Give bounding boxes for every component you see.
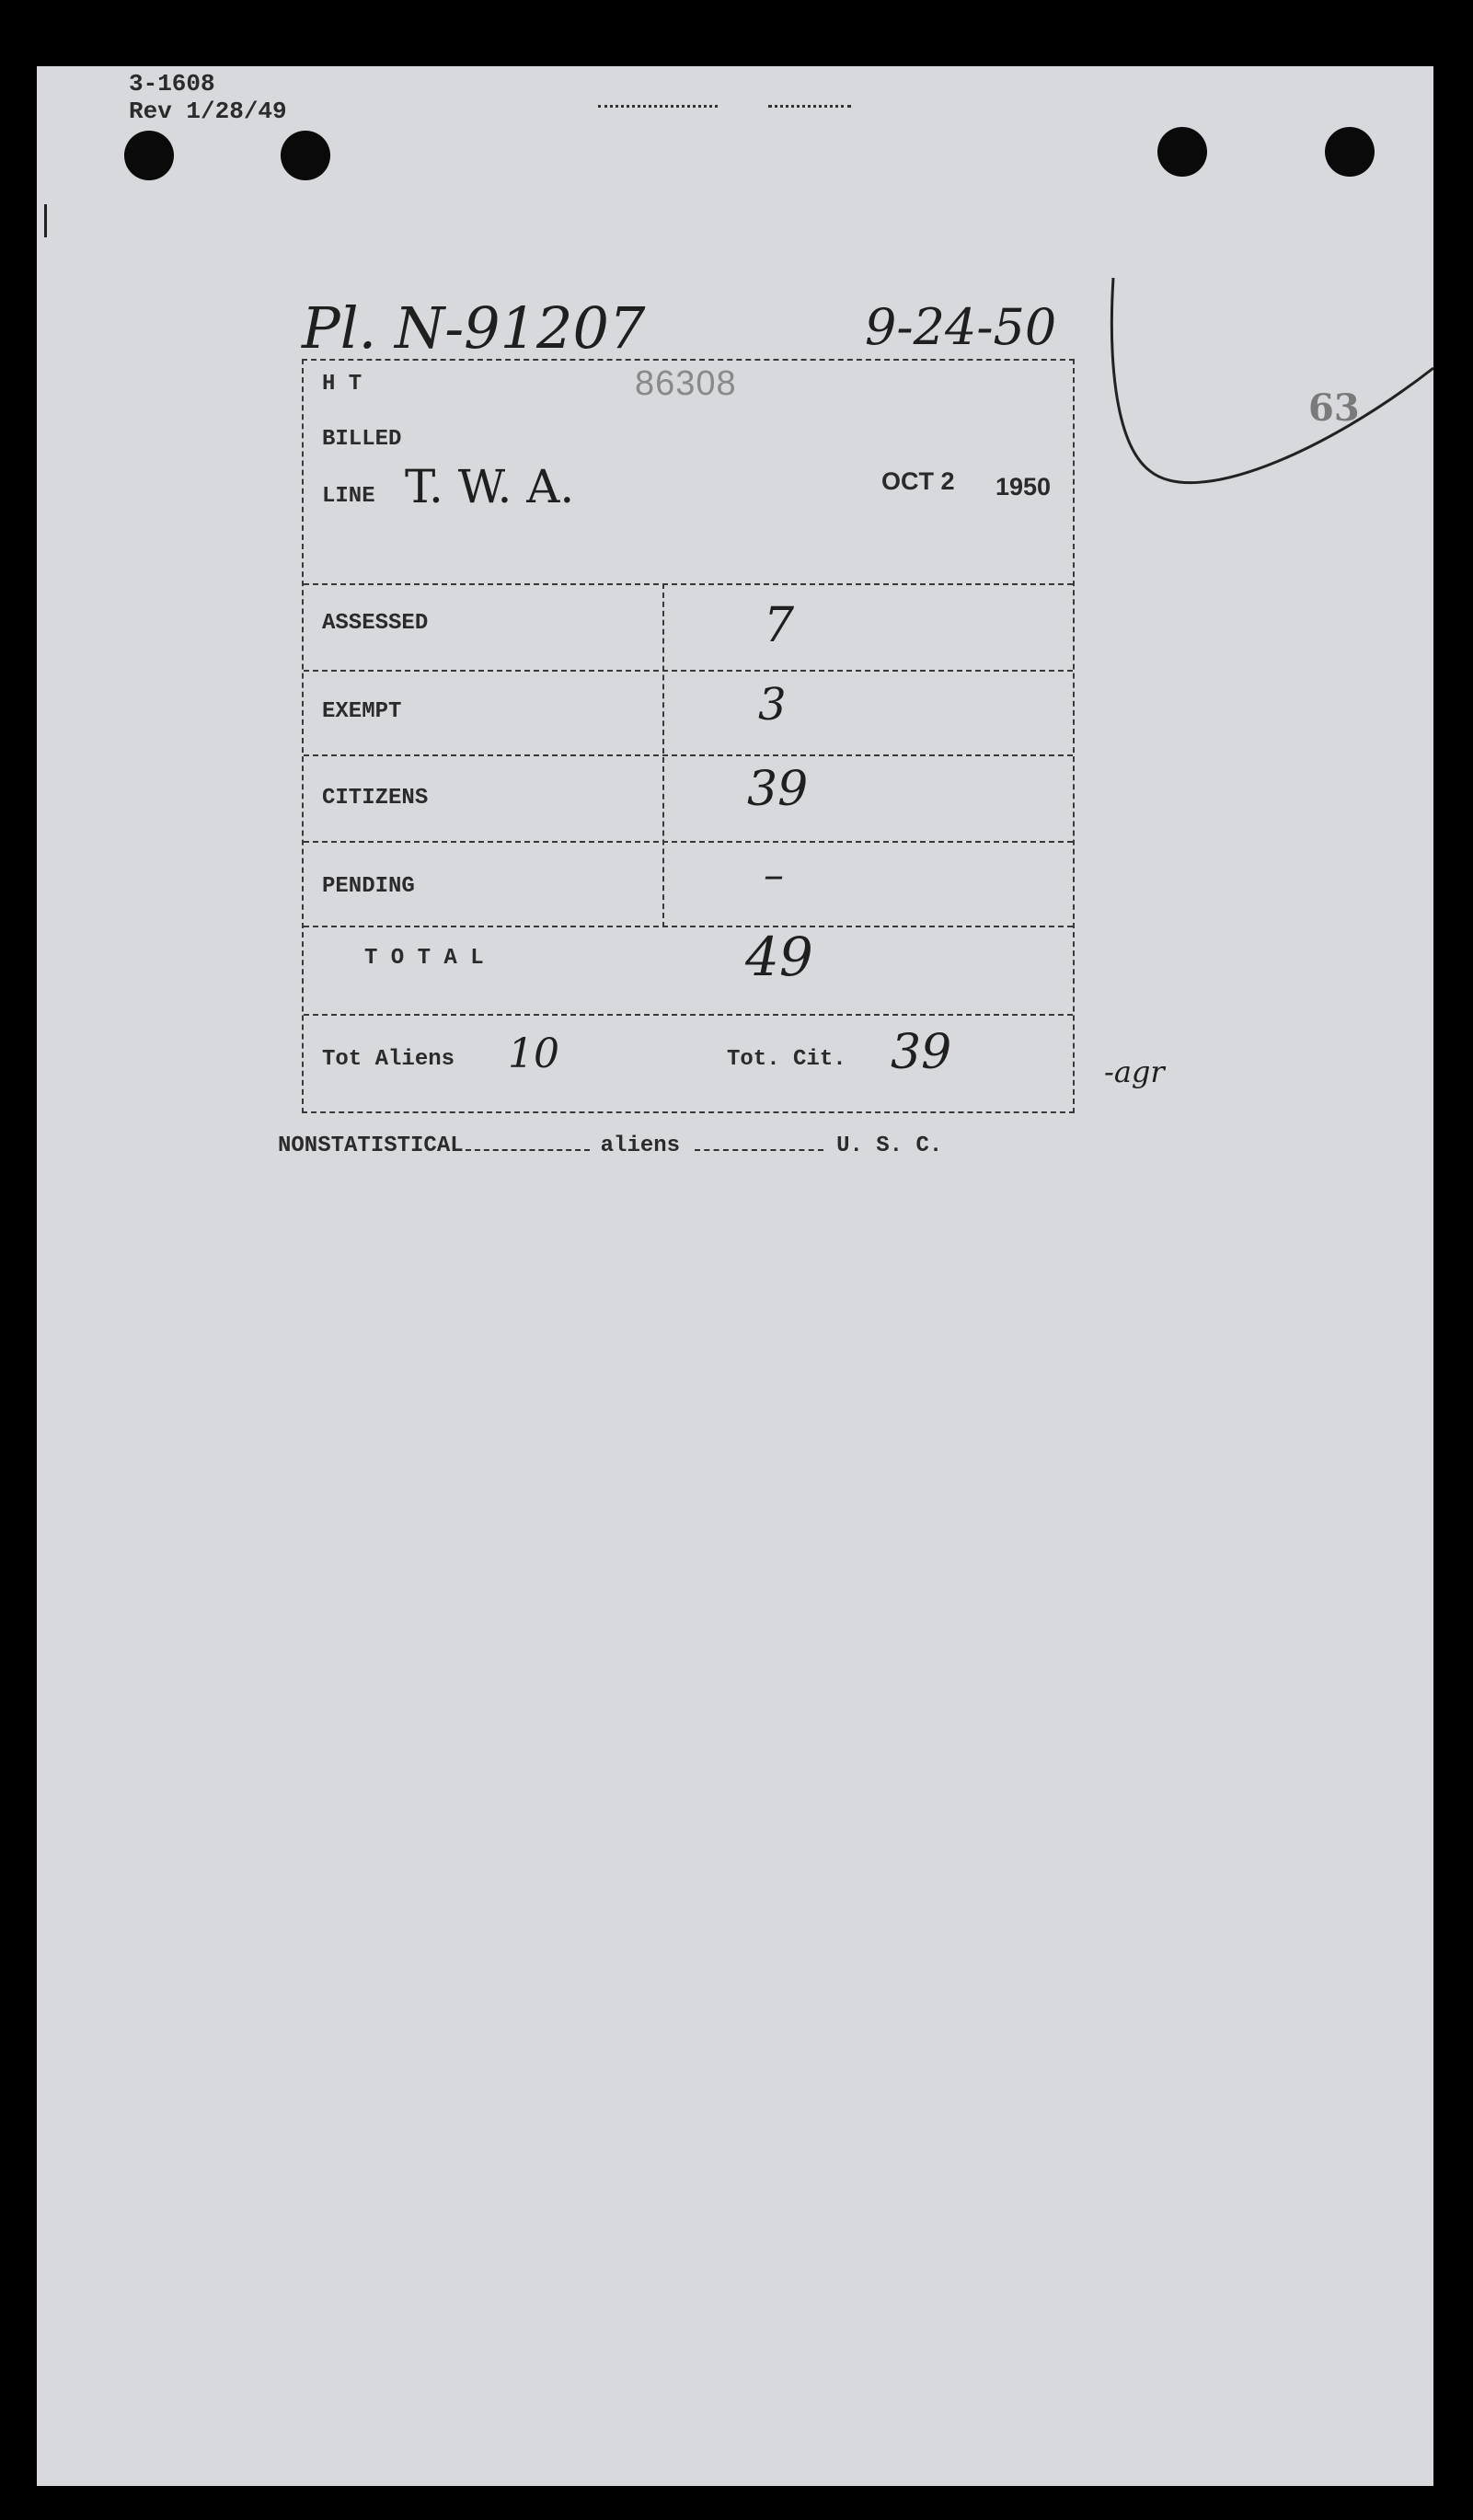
edge-mark <box>44 204 47 237</box>
form-number: 3-1608 <box>129 70 215 98</box>
total-value: 49 <box>745 926 813 988</box>
top-mark <box>598 105 718 108</box>
citizens-value: 39 <box>747 762 809 817</box>
top-mark <box>768 105 851 108</box>
handwritten-bracket-icon <box>1095 167 1433 554</box>
plane-number: Pl. N-91207 <box>302 294 646 362</box>
manifest-card <box>302 359 1075 1113</box>
divider <box>304 1014 1073 1016</box>
date-stamp-day: OCT 2 <box>881 467 955 495</box>
tot-cit-value: 39 <box>891 1025 952 1080</box>
pending-value: – <box>764 852 784 899</box>
ht-label: H T <box>322 372 362 397</box>
divider <box>304 754 1073 756</box>
stamp-number: 86308 <box>635 364 737 403</box>
aliens-label: aliens <box>600 1133 681 1158</box>
handwritten-date: 9-24-50 <box>865 298 1057 356</box>
line-label: LINE <box>322 484 375 509</box>
corner-number: 63 <box>1308 386 1360 430</box>
tot-aliens-label: Tot Aliens <box>322 1047 455 1072</box>
date-stamp-year: 1950 <box>995 473 1052 501</box>
tot-cit-label: Tot. Cit. <box>727 1047 846 1072</box>
divider <box>304 670 1073 672</box>
punch-hole-icon <box>281 131 330 180</box>
exempt-label: EXEMPT <box>322 699 402 724</box>
divider <box>304 926 1073 927</box>
usc-label: U. S. C. <box>836 1133 943 1158</box>
billed-label: BILLED <box>322 427 402 452</box>
blank-field <box>466 1149 590 1151</box>
divider <box>304 841 1073 843</box>
total-label: T O T A L <box>364 946 484 971</box>
assessed-label: ASSESSED <box>322 611 429 636</box>
assessed-value: 7 <box>764 598 795 653</box>
citizens-label: CITIZENS <box>322 786 429 811</box>
punch-hole-icon <box>124 131 174 180</box>
initials: -agr <box>1104 1054 1165 1089</box>
line-value: T. W. A. <box>405 460 575 513</box>
pending-label: PENDING <box>322 874 415 899</box>
document-sheet <box>37 66 1433 2486</box>
divider <box>304 583 1073 585</box>
form-revision: Rev 1/28/49 <box>129 98 287 125</box>
nonstatistical-line <box>278 1133 942 1158</box>
tot-aliens-value: 10 <box>508 1030 559 1077</box>
exempt-value: 3 <box>758 679 787 731</box>
blank-field <box>695 1149 823 1151</box>
nonstatistical-label: NONSTATISTICAL <box>278 1133 464 1158</box>
